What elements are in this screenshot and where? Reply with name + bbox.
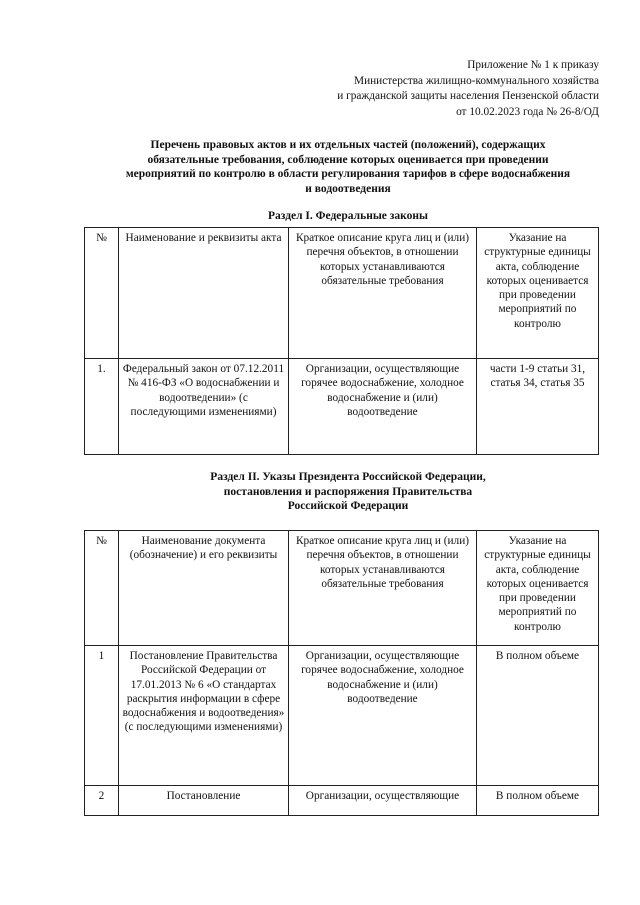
section1-title: Раздел I. Федеральные законы bbox=[268, 210, 428, 222]
header-name: Наименование и реквизиты акта bbox=[119, 228, 289, 359]
table-row bbox=[85, 359, 599, 455]
document-title bbox=[84, 138, 612, 196]
cell-name: Постановление bbox=[119, 786, 289, 816]
annex-line: Приложение № 1 к приказу bbox=[467, 59, 599, 71]
annex-line: и гражданской защиты населения Пензенской области bbox=[337, 90, 599, 102]
annex-line: Министерства жилищно-коммунального хозяйства bbox=[354, 74, 599, 87]
cell-name: Федеральный закон от 07.12.2011 № 416-ФЗ «О водоснабжении и водоотведении» (с последующими изменениями) bbox=[119, 359, 289, 455]
header-num: № bbox=[85, 228, 119, 359]
cell-parts: части 1-9 статьи 31, статья 34, статья 35 bbox=[477, 359, 599, 455]
cell-parts: В полном объеме bbox=[477, 646, 599, 786]
title-line: обязательные требования, соблюдение которых оценивается при проведении bbox=[147, 153, 549, 166]
annex-header bbox=[269, 58, 599, 120]
cell-name: Постановление Правительства Российской Федерации от 17.01.2013 № 6 «О стандартах раскрытия информации в сфере водоснабжения и водоотведения» (с последующими изменениями) bbox=[119, 646, 289, 786]
section2-title-line: Раздел II. Указы Президента Российской Федерации, bbox=[210, 471, 486, 483]
annex-line: от 10.02.2023 года № 26-8/ОД bbox=[456, 105, 599, 118]
title-line: мероприятий по контролю в области регулирования тарифов в сфере водоснабжения bbox=[125, 168, 571, 180]
cell-num: 2 bbox=[85, 786, 119, 816]
section2-title-line: Российской Федерации bbox=[287, 500, 409, 512]
section2-title-line: постановления и распоряжения Правительства bbox=[223, 485, 473, 498]
title-line: и водоотведения bbox=[305, 182, 391, 195]
section1-table bbox=[84, 227, 599, 455]
header-parts: Указание на структурные единицы акта, соблюдение которых оценивается при проведении мероприятий по контролю bbox=[477, 531, 599, 646]
cell-num: 1 bbox=[85, 646, 119, 786]
table-header-row bbox=[85, 531, 599, 646]
table-row bbox=[85, 786, 599, 816]
header-desc: Краткое описание круга лиц и (или) перечня объектов, в отношении которых устанавливаются обязательные требования bbox=[289, 531, 477, 646]
table-header-row bbox=[85, 228, 599, 359]
cell-num: 1. bbox=[85, 359, 119, 455]
header-desc: Краткое описание круга лиц и (или) перечня объектов, в отношении которых устанавливаются обязательные требования bbox=[289, 228, 477, 359]
header-parts: Указание на структурные единицы акта, соблюдение которых оценивается при проведении мероприятий по контролю bbox=[477, 228, 599, 359]
title-line: Перечень правовых актов и их отдельных частей (положений), содержащих bbox=[150, 139, 546, 151]
cell-desc: Организации, осуществляющие горячее водоснабжение, холодное водоснабжение и (или) водоотведение bbox=[289, 359, 477, 455]
header-name: Наименование документа (обозначение) и его реквизиты bbox=[119, 531, 289, 646]
section2-title bbox=[84, 470, 612, 514]
cell-desc: Организации, осуществляющие bbox=[289, 786, 477, 816]
header-num: № bbox=[85, 531, 119, 646]
section2-table bbox=[84, 530, 599, 816]
cell-parts: В полном объеме bbox=[477, 786, 599, 816]
cell-desc: Организации, осуществляющие горячее водоснабжение, холодное водоснабжение и (или) водоотведение bbox=[289, 646, 477, 786]
table-row bbox=[85, 646, 599, 786]
